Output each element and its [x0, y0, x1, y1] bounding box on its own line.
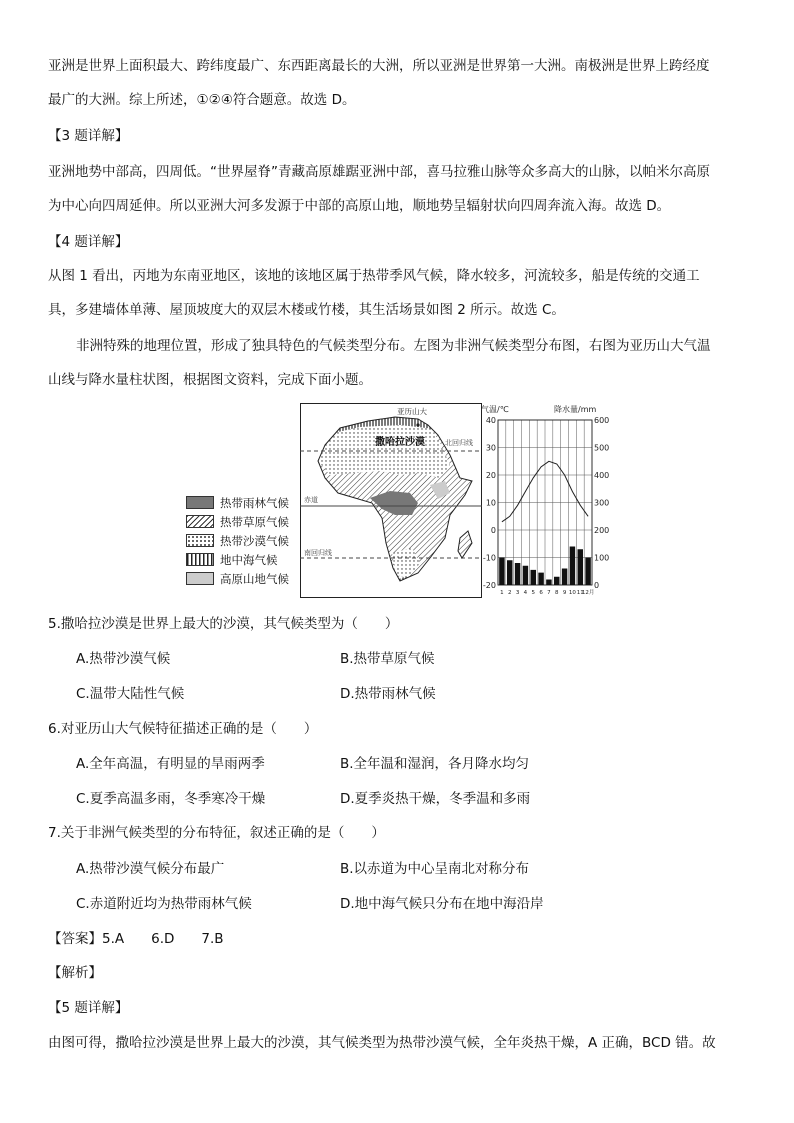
highland-swatch [186, 572, 214, 585]
legend-label: 热带雨林气候 [220, 496, 289, 510]
precipitation-tick-label: 400 [594, 471, 610, 480]
equator-label: 赤道 [304, 496, 318, 504]
text-line: 由图可得，撒哈拉沙漠是世界上最大的沙漠，其气候类型为热带沙漠气候，全年炎热干燥，A 正确，BCD 错。故 [48, 1035, 716, 1051]
month-label: 7 [547, 590, 551, 596]
precipitation-bar [578, 549, 583, 585]
legend-label: 热带草原气候 [220, 515, 289, 529]
precipitation-axis-label: 降水量/mm [554, 405, 597, 414]
precipitation-bar [554, 577, 559, 585]
precipitation-bar [523, 566, 528, 585]
option-d[interactable]: D.夏季炎热干燥，冬季温和多雨 [340, 791, 531, 807]
precipitation-bar [531, 570, 536, 585]
option-b[interactable]: B.热带草原气候 [340, 651, 435, 667]
month-label: 6 [539, 590, 543, 596]
month-label: 4 [523, 590, 528, 596]
text-line: 非洲特殊的地理位置，形成了独具特色的气候类型分布。左图为非洲气候类型分布图，右图为亚历山大气温 [76, 338, 711, 354]
temperature-tick-label: 30 [485, 443, 496, 453]
precipitation-bar [562, 569, 567, 586]
africa-climate-figure [182, 403, 612, 598]
precipitation-bar [546, 580, 551, 586]
rainforest-swatch [186, 496, 214, 509]
option-d[interactable]: D.热带雨林气候 [340, 686, 436, 702]
text-line: 最广的大洲。综上所述，①②④符合题意。故选 D。 [48, 92, 356, 108]
month-label: 2 [508, 590, 512, 596]
answer-line: 【答案】5.A 6.D 7.B [48, 931, 224, 947]
precipitation-bar [585, 558, 590, 586]
option-b[interactable]: B.全年温和湿润，各月降水均匀 [340, 756, 530, 772]
temperature-tick-label: -20 [482, 581, 496, 590]
text-line: 亚洲是世界上面积最大、跨纬度最广、东西距离最长的大洲，所以亚洲是世界第一大洲。南极洲是世界上跨经度 [48, 58, 710, 74]
sahara-label: 撒哈拉沙漠 [375, 437, 425, 448]
month-label: 11 [576, 590, 584, 596]
month-label: 5 [531, 590, 535, 596]
text-line: 具，多建墙体单薄、屋顶坡度大的双层木楼或竹楼，其生活场景如图 2 所示。故选 C。 [48, 302, 565, 318]
temperature-tick-label: 40 [485, 416, 496, 425]
option-c[interactable]: C.夏季高温多雨，冬季寒冷干燥 [76, 791, 266, 807]
text-line: 从图 1 看出，丙地为东南亚地区，该地的该地区属于热带季风气候，降水较多，河流较多，船是传统的交通工 [48, 268, 700, 284]
precipitation-bar [538, 573, 543, 585]
tropic-cancer-label: 北回归线 [445, 439, 473, 447]
savanna-swatch [186, 515, 214, 528]
month-label: 1 [500, 590, 504, 596]
temperature-tick-label: 20 [485, 471, 496, 480]
temperature-tick-label: -10 [482, 553, 496, 563]
month-label: 10 [568, 590, 576, 596]
temperature-tick-label: 10 [485, 498, 496, 508]
precipitation-tick-label: 0 [594, 581, 600, 590]
mediterranean-swatch [186, 553, 214, 566]
question-stem: 5.撒哈拉沙漠是世界上最大的沙漠，其气候类型为（ ） [48, 616, 399, 632]
question-stem: 7.关于非洲气候类型的分布特征，叙述正确的是（ ） [48, 825, 385, 841]
section-heading: 【5 题详解】 [48, 1000, 129, 1016]
month-label: 8 [555, 590, 559, 596]
precipitation-tick-label: 200 [594, 526, 610, 535]
alexandria-label: 亚历山大 [397, 407, 427, 416]
temperature-axis-label: 气温/℃ [481, 405, 509, 414]
month-label: 9 [562, 590, 567, 596]
section-heading: 【4 题详解】 [48, 234, 129, 250]
text-line: 为中心向四周延伸。所以亚洲大河多发源于中部的高原山地，顺地势呈辐射状向四周奔流入海。故选 D。 [48, 198, 671, 214]
legend-label: 高原山地气候 [220, 572, 289, 586]
precipitation-bar [499, 558, 504, 586]
section-heading: 【3 题详解】 [48, 128, 129, 144]
question-stem: 6.对亚历山大气候特征描述正确的是（ ） [48, 721, 318, 737]
option-c[interactable]: C.温带大陆性气候 [76, 686, 185, 702]
precipitation-bar [570, 547, 575, 586]
alexandria-marker [416, 423, 419, 426]
text-line: 山线与降水量柱状图，根据图文资料，完成下面小题。 [48, 372, 372, 388]
precipitation-tick-label: 100 [594, 553, 610, 563]
month-label: 3 [515, 590, 520, 596]
precipitation-tick-label: 500 [594, 443, 610, 453]
legend-label: 热带沙漠气候 [220, 534, 289, 548]
tropic-capricorn-label: 南回归线 [304, 549, 332, 557]
option-a[interactable]: A.热带沙漠气候分布最广 [76, 861, 225, 877]
text-line: 亚洲地势中部高，四周低。“世界屋脊”青藏高原雄踞亚洲中部，喜马拉雅山脉等众多高大的山脉，以帕米尔高原 [48, 164, 710, 180]
precipitation-bar [507, 560, 512, 585]
month-label: 12月 [581, 590, 595, 596]
option-b[interactable]: B.以赤道为中心呈南北对称分布 [340, 861, 530, 877]
analysis-heading: 【解析】 [48, 965, 102, 981]
option-a[interactable]: A.全年高温，有明显的旱雨两季 [76, 756, 265, 772]
climate-chart [481, 403, 612, 598]
africa-map [300, 403, 482, 598]
precipitation-tick-label: 300 [594, 498, 610, 508]
precipitation-bar [515, 563, 520, 585]
precipitation-tick-label: 600 [594, 416, 610, 425]
desert-swatch [186, 534, 214, 547]
legend-label: 地中海气候 [220, 553, 278, 567]
temperature-tick-label: 0 [490, 526, 496, 535]
option-a[interactable]: A.热带沙漠气候 [76, 651, 171, 667]
option-c[interactable]: C.赤道附近均为热带雨林气候 [76, 896, 252, 912]
option-d[interactable]: D.地中海气候只分布在地中海沿岸 [340, 896, 544, 912]
